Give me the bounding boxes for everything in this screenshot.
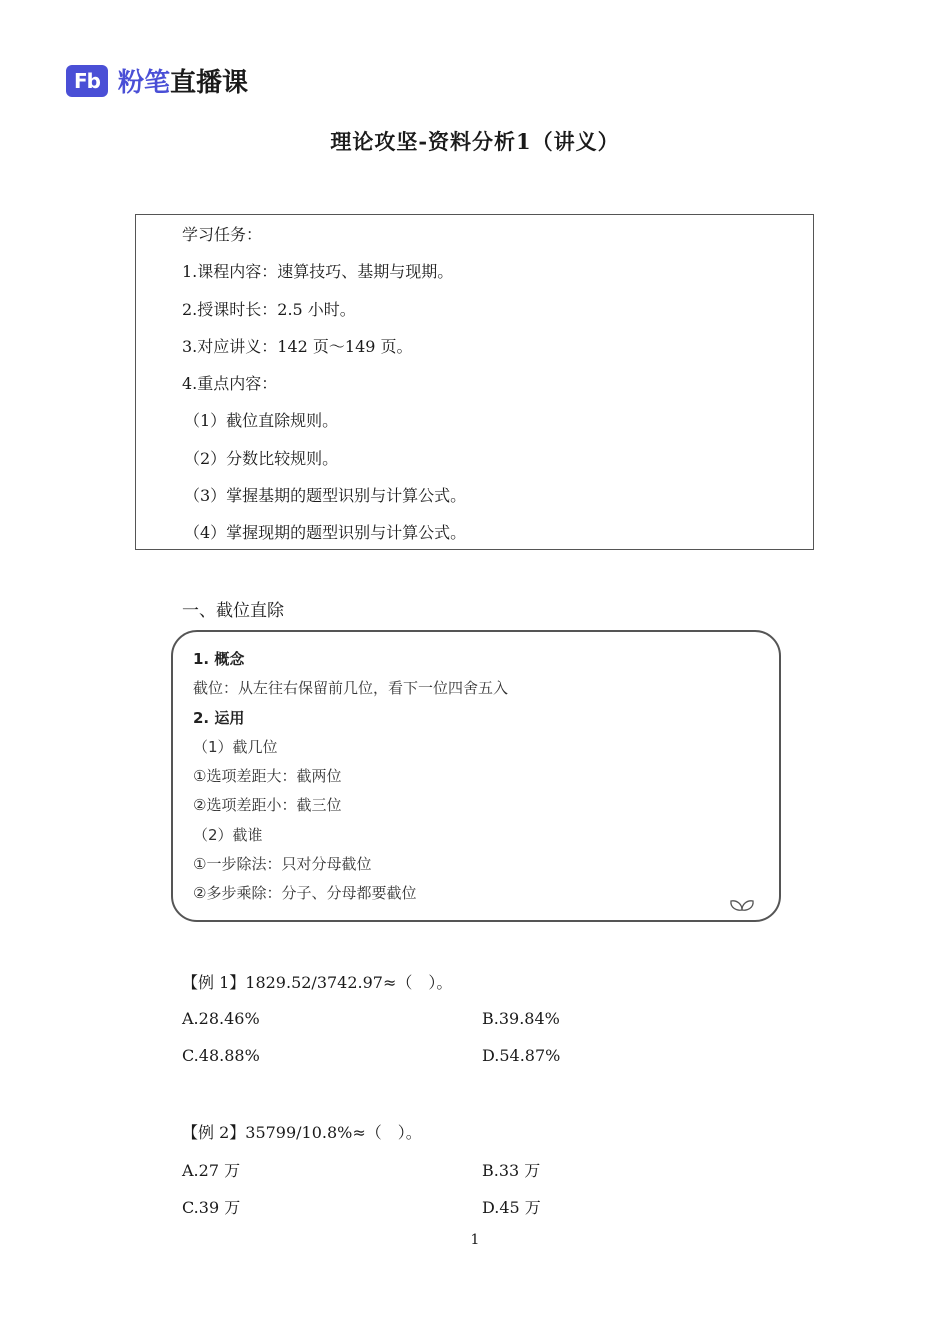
example-question: 【例 1】1829.52/3742.97≈（ ）。 bbox=[182, 973, 453, 992]
concept-text: 截位：从左往右保留前几位，看下一位四舍五入 bbox=[193, 679, 509, 698]
task-subitem: （3）掌握基期的题型识别与计算公式。 bbox=[184, 486, 467, 506]
task-subitem: （4）掌握现期的题型识别与计算公式。 bbox=[184, 523, 467, 543]
task-item: 2.授课时长：2.5 小时。 bbox=[182, 299, 356, 319]
brand-name bbox=[118, 62, 248, 99]
task-subitem: （1）截位直除规则。 bbox=[184, 411, 339, 431]
concept-text: （2）截谁 bbox=[193, 825, 263, 844]
section-heading: 一、截位直除 bbox=[182, 601, 284, 621]
option-a: A.28.46% bbox=[182, 1009, 260, 1028]
concept-box bbox=[171, 630, 781, 922]
example-question: 【例 2】35799/10.8%≈（ ）。 bbox=[182, 1123, 422, 1142]
concept-heading: 1. 概念 bbox=[193, 650, 245, 668]
task-subitem: （2）分数比较规则。 bbox=[184, 448, 339, 468]
option-a: A.27 万 bbox=[182, 1161, 241, 1180]
option-d: D.54.87% bbox=[482, 1046, 561, 1065]
learning-task-box bbox=[135, 214, 814, 550]
task-item: 4.重点内容： bbox=[182, 374, 278, 394]
document-title: 理论攻坚-资料分析1（讲义） bbox=[330, 129, 620, 154]
option-b: B.33 万 bbox=[482, 1161, 541, 1180]
task-item: 3.对应讲义：142 页～149 页。 bbox=[182, 336, 413, 356]
concept-text: ①选项差距大：截两位 bbox=[193, 767, 342, 786]
brand-logo bbox=[66, 62, 248, 99]
option-c: C.48.88% bbox=[182, 1046, 260, 1065]
option-b: B.39.84% bbox=[482, 1009, 560, 1028]
concept-text: ①一步除法：只对分母截位 bbox=[193, 855, 372, 874]
fb-logo-icon: Fb bbox=[66, 65, 108, 97]
concept-text: （1）截几位 bbox=[193, 737, 278, 756]
task-item: 1.课程内容：速算技巧、基期与现期。 bbox=[182, 262, 454, 282]
brand-primary: 粉笔 bbox=[118, 68, 171, 98]
leaf-decoration-icon bbox=[729, 898, 755, 912]
concept-heading: 2. 运用 bbox=[193, 708, 245, 727]
page-number: 1 bbox=[470, 1232, 480, 1248]
brand-secondary: 直播课 bbox=[170, 68, 249, 98]
concept-text: ②选项差距小：截三位 bbox=[193, 796, 342, 815]
task-heading: 学习任务： bbox=[182, 225, 263, 244]
option-d: D.45 万 bbox=[482, 1198, 541, 1217]
concept-text: ②多步乘除：分子、分母都要截位 bbox=[193, 884, 417, 903]
option-c: C.39 万 bbox=[182, 1198, 241, 1217]
